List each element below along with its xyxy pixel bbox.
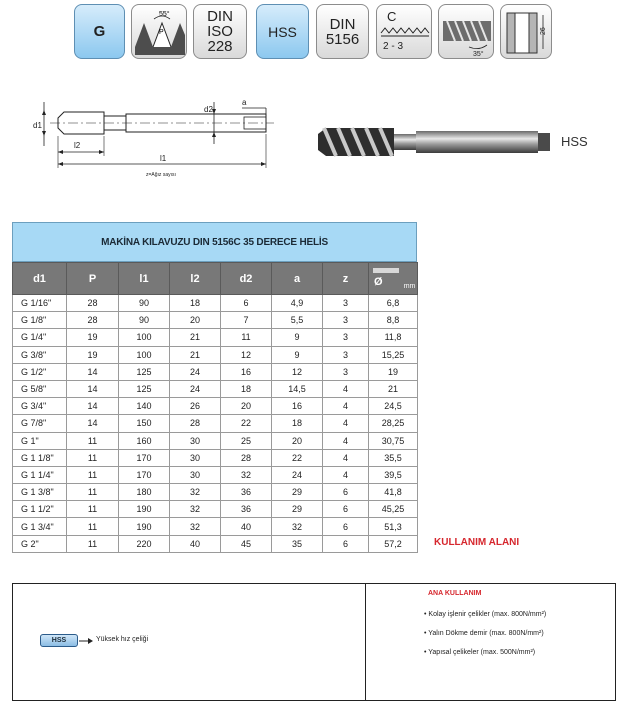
helix-angle-label: 35° xyxy=(473,51,484,58)
table-cell: 7 xyxy=(221,312,272,329)
table-title: MAKİNA KILAVUZU DIN 5156C 35 DERECE HELİS xyxy=(12,222,417,262)
angle-label: 55° xyxy=(159,11,170,18)
din-line: DIN xyxy=(207,8,233,25)
table-cell: 12 xyxy=(272,363,323,380)
table-cell: 24 xyxy=(170,363,221,380)
table-row xyxy=(13,484,418,501)
table-row xyxy=(13,312,418,329)
table-cell: 170 xyxy=(119,466,170,483)
mm-unit: mm xyxy=(403,283,416,290)
table-cell: G 1 1/2" xyxy=(13,501,67,518)
table-cell: G 3/4" xyxy=(13,398,67,415)
table-cell: 39,5 xyxy=(369,466,418,483)
table-cell: 36 xyxy=(221,501,272,518)
table-cell: 190 xyxy=(119,501,170,518)
chamfer-icon xyxy=(376,4,432,59)
legend-divider xyxy=(365,584,366,701)
table-cell: 19 xyxy=(67,346,119,363)
table-cell: 32 xyxy=(221,466,272,483)
din-line: DIN xyxy=(329,15,356,33)
table-cell: 15,25 xyxy=(369,346,418,363)
thread-type-label: G xyxy=(93,23,106,40)
table-cell: 11 xyxy=(221,329,272,346)
table-cell: 25 xyxy=(221,432,272,449)
usage-item: • Yapısal çelikeler (max. 500N/mm²) xyxy=(424,649,536,656)
table-cell: 90 xyxy=(119,312,170,329)
col-l1: l1 xyxy=(119,263,170,295)
table-cell: 21 xyxy=(170,329,221,346)
table-cell: 190 xyxy=(119,518,170,535)
through-hole-drawing xyxy=(501,5,553,60)
table-cell: 19 xyxy=(369,363,418,380)
svg-text:Ø: Ø xyxy=(373,276,383,288)
table-cell: G 1" xyxy=(13,432,67,449)
col-l2: l2 xyxy=(170,263,221,295)
table-cell: 18 xyxy=(272,415,323,432)
table-cell: 35,5 xyxy=(369,449,418,466)
table-cell: 24,5 xyxy=(369,398,418,415)
table-cell: 11 xyxy=(67,484,119,501)
table-cell: 6 xyxy=(323,535,369,552)
table-cell: 19 xyxy=(67,329,119,346)
table-cell: 4,9 xyxy=(272,295,323,312)
table-cell: 12 xyxy=(221,346,272,363)
table-cell: G 1 1/4" xyxy=(13,466,67,483)
col-drill-diameter xyxy=(369,263,418,295)
table-cell: 4 xyxy=(323,398,369,415)
table-cell: G 1 1/8" xyxy=(13,449,67,466)
table-row xyxy=(13,380,418,397)
usage-item: • Kolay işlenir çelikler (max. 800N/mm²) xyxy=(424,611,547,618)
col-p: P xyxy=(67,263,119,295)
table-cell: 28 xyxy=(67,312,119,329)
table-cell: 35 xyxy=(272,535,323,552)
table-cell: 3 xyxy=(323,312,369,329)
table-cell: 3 xyxy=(323,329,369,346)
table-cell: 18 xyxy=(170,295,221,312)
number-line: 228 xyxy=(207,38,233,55)
table-header-row xyxy=(13,263,418,295)
table-cell: G 1/4" xyxy=(13,329,67,346)
table-row xyxy=(13,518,418,535)
table-cell: 36 xyxy=(221,484,272,501)
table-cell: 18 xyxy=(221,380,272,397)
a-label: a xyxy=(242,98,247,107)
thread-profile-drawing xyxy=(132,5,188,60)
table-row xyxy=(13,466,418,483)
table-cell: 8,8 xyxy=(369,312,418,329)
table-cell: 6,8 xyxy=(369,295,418,312)
table-cell: G 1/2" xyxy=(13,363,67,380)
spiral-flute-drawing xyxy=(439,5,495,60)
table-cell: 40 xyxy=(221,518,272,535)
table-cell: 6 xyxy=(221,295,272,312)
tap-technical-drawing xyxy=(30,90,280,185)
arrow-right-icon xyxy=(79,637,93,645)
col-z: z xyxy=(323,263,369,295)
table-cell: 11 xyxy=(67,466,119,483)
table-cell: 32 xyxy=(170,484,221,501)
table-cell: 4 xyxy=(323,466,369,483)
main-usage-title: ANA KULLANIM xyxy=(428,590,482,597)
hole-depth-label: 26 xyxy=(540,27,547,35)
d1-label: d1 xyxy=(33,121,42,130)
table-cell: 9 xyxy=(272,329,323,346)
table-cell: 20 xyxy=(272,432,323,449)
din-5156-tile xyxy=(316,4,369,59)
table-cell: 3 xyxy=(323,363,369,380)
table-cell: G 1 3/8" xyxy=(13,484,67,501)
table-cell: 20 xyxy=(170,312,221,329)
table-cell: 100 xyxy=(119,329,170,346)
table-cell: 40 xyxy=(170,535,221,552)
table-row xyxy=(13,415,418,432)
drill-diameter-icon xyxy=(371,266,401,288)
table-body xyxy=(13,295,418,553)
table-cell: 28,25 xyxy=(369,415,418,432)
table-cell: 14,5 xyxy=(272,380,323,397)
table-cell: 28 xyxy=(67,295,119,312)
table-cell: 28 xyxy=(170,415,221,432)
table-row xyxy=(13,449,418,466)
table-cell: 32 xyxy=(272,518,323,535)
hss-tile xyxy=(256,4,309,59)
table-cell: 11,8 xyxy=(369,329,418,346)
usage-area-heading: KULLANIM ALANI xyxy=(434,537,520,548)
table-cell: 45,25 xyxy=(369,501,418,518)
table-cell: 150 xyxy=(119,415,170,432)
table-cell: 14 xyxy=(67,380,119,397)
table-cell: 90 xyxy=(119,295,170,312)
table-cell: 6 xyxy=(323,484,369,501)
table-cell: 29 xyxy=(272,501,323,518)
table-cell: G 7/8" xyxy=(13,415,67,432)
table-cell: 29 xyxy=(272,484,323,501)
spiral-flute-icon xyxy=(438,4,494,59)
table-cell: 100 xyxy=(119,346,170,363)
table-cell: 41,8 xyxy=(369,484,418,501)
table-cell: 6 xyxy=(323,518,369,535)
table-cell: 3 xyxy=(323,295,369,312)
flutes-note: z=Ağız sayısı xyxy=(146,172,176,178)
table-cell: 32 xyxy=(170,501,221,518)
thread-type-g-tile xyxy=(74,4,125,59)
hss-tile-label: HSS xyxy=(268,23,297,40)
table-row xyxy=(13,346,418,363)
col-d1: d1 xyxy=(13,263,67,295)
chamfer-drawing xyxy=(377,5,433,60)
table-cell: G 1 3/4" xyxy=(13,518,67,535)
l1-label: l1 xyxy=(160,154,167,163)
table-cell: 14 xyxy=(67,363,119,380)
chamfer-letter: C xyxy=(387,9,397,24)
table-row xyxy=(13,398,418,415)
table-cell: 4 xyxy=(323,380,369,397)
table-cell: 11 xyxy=(67,518,119,535)
table-cell: 180 xyxy=(119,484,170,501)
table-cell: 11 xyxy=(67,432,119,449)
table-cell: 22 xyxy=(272,449,323,466)
table-cell: 140 xyxy=(119,398,170,415)
din-iso-228-tile xyxy=(193,4,247,59)
table-cell: 9 xyxy=(272,346,323,363)
table-cell: 16 xyxy=(221,363,272,380)
table-cell: 125 xyxy=(119,363,170,380)
table-cell: 21 xyxy=(170,346,221,363)
table-cell: 28 xyxy=(221,449,272,466)
table-cell: 125 xyxy=(119,380,170,397)
table-cell: 30 xyxy=(170,449,221,466)
table-cell: 57,2 xyxy=(369,535,418,552)
table-cell: 4 xyxy=(323,432,369,449)
table-cell: 20 xyxy=(221,398,272,415)
number-line: 5156 xyxy=(325,30,360,48)
table-cell: 14 xyxy=(67,415,119,432)
table-cell: 51,3 xyxy=(369,518,418,535)
table-cell: 220 xyxy=(119,535,170,552)
thread-profile-icon xyxy=(131,4,187,59)
table-cell: 24 xyxy=(272,466,323,483)
table-row xyxy=(13,432,418,449)
table-cell: 160 xyxy=(119,432,170,449)
table-row xyxy=(13,363,418,380)
table-cell: 24 xyxy=(170,380,221,397)
table-cell: 4 xyxy=(323,449,369,466)
spec-table xyxy=(12,262,418,553)
usage-item: • Yalın Dökme demir (max. 800N/mm²) xyxy=(424,630,544,637)
table-cell: 45 xyxy=(221,535,272,552)
d2-label: d2 xyxy=(204,105,213,114)
table-cell: 4 xyxy=(323,415,369,432)
col-d2: d2 xyxy=(221,263,272,295)
through-hole-icon xyxy=(500,4,552,59)
table-cell: G 1/16" xyxy=(13,295,67,312)
table-cell: 22 xyxy=(221,415,272,432)
hss-legend-description: Yüksek hız çeliği xyxy=(96,636,149,643)
table-cell: 32 xyxy=(170,518,221,535)
photo-hss-label: HSS xyxy=(561,134,588,149)
table-row xyxy=(13,329,418,346)
table-cell: 16 xyxy=(272,398,323,415)
table-cell: 14 xyxy=(67,398,119,415)
pitch-label: P xyxy=(159,29,164,36)
table-cell: 21 xyxy=(369,380,418,397)
table-cell: G 1/8" xyxy=(13,312,67,329)
table-cell: 30 xyxy=(170,466,221,483)
table-cell: 11 xyxy=(67,535,119,552)
spec-table-container xyxy=(12,222,417,553)
table-cell: G 2" xyxy=(13,535,67,552)
table-cell: G 3/8" xyxy=(13,346,67,363)
table-cell: 26 xyxy=(170,398,221,415)
table-cell: 11 xyxy=(67,449,119,466)
tap-product-image xyxy=(316,120,552,164)
table-cell: 6 xyxy=(323,501,369,518)
table-cell: 3 xyxy=(323,346,369,363)
table-cell: 5,5 xyxy=(272,312,323,329)
table-row xyxy=(13,295,418,312)
table-cell: 30 xyxy=(170,432,221,449)
table-row xyxy=(13,535,418,552)
table-cell: 11 xyxy=(67,501,119,518)
l2-label: l2 xyxy=(74,141,81,150)
table-cell: 30,75 xyxy=(369,432,418,449)
table-cell: G 5/8" xyxy=(13,380,67,397)
chamfer-value: 2 - 3 xyxy=(383,41,404,52)
col-a: a xyxy=(272,263,323,295)
table-cell: 170 xyxy=(119,449,170,466)
hss-legend-badge: HSS xyxy=(40,634,78,647)
iso-line: ISO xyxy=(207,23,233,40)
table-row xyxy=(13,501,418,518)
